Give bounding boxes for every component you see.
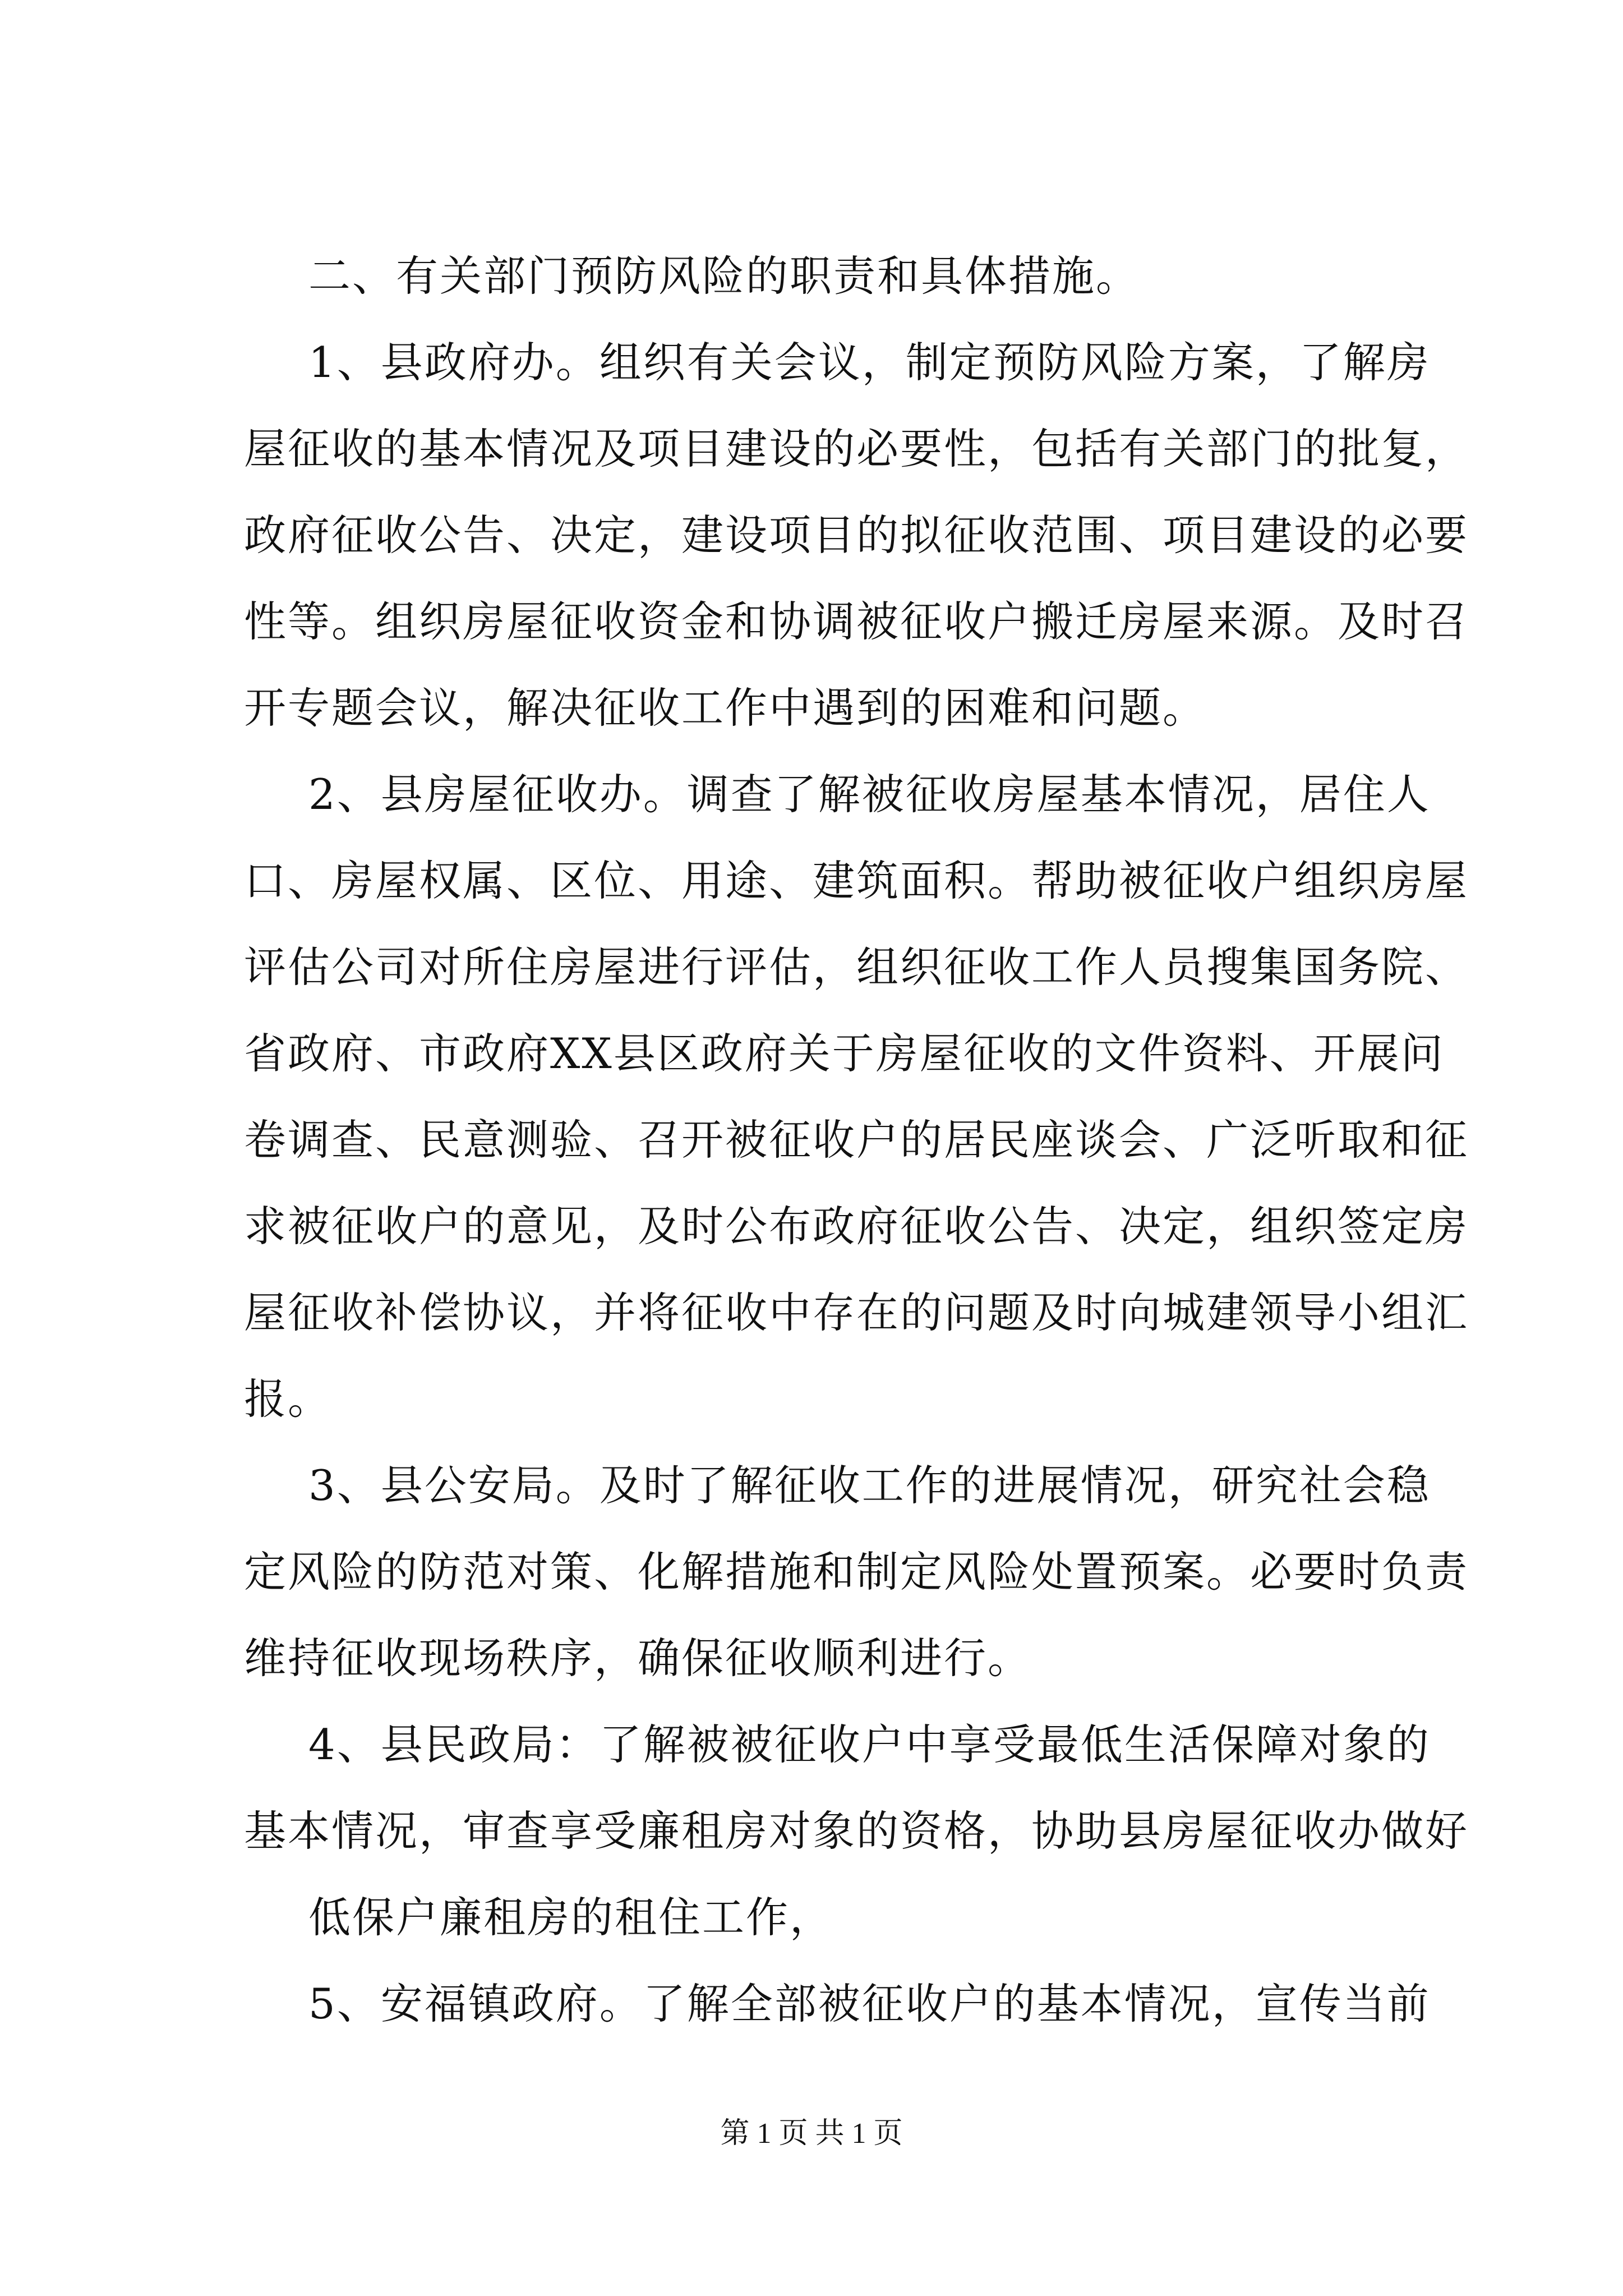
paragraph-line: 屋征收的基本情况及项目建设的必要性，包括有关部门的批复， bbox=[244, 424, 1469, 473]
paragraph-line: 1、县政府办。组织有关会议，制定预防风险方案，了解房 bbox=[308, 338, 1431, 387]
paragraph-line: 开专题会议，解决征收工作中遇到的困难和问题。 bbox=[244, 683, 1207, 733]
section-heading: 二、有关部门预防风险的职责和具体措施。 bbox=[308, 251, 1140, 301]
paragraph-line: 卷调查、民意测验、召开被征收户的居民座谈会、广泛听取和征 bbox=[244, 1115, 1469, 1165]
paragraph-line: 屋征收补偿协议，并将征收中存在的问题及时向城建领导小组汇 bbox=[244, 1288, 1469, 1337]
paragraph-line: 评估公司对所住房屋进行评估，组织征收工作人员搜集国务院、 bbox=[244, 942, 1469, 992]
paragraph-line: 基本情况，审查享受廉租房对象的资格，协助县房屋征收办做好 bbox=[244, 1806, 1469, 1856]
paragraph-line: 口、房屋权属、区位、用途、建筑面积。帮助被征收户组织房屋 bbox=[244, 856, 1469, 905]
paragraph-line: 求被征收户的意见，及时公布政府征收公告、决定，组织签定房 bbox=[244, 1202, 1469, 1251]
paragraph-line: 定风险的防范对策、化解措施和制定风险处置预案。必要时负责 bbox=[244, 1547, 1469, 1596]
page-number-footer: 第 1 页 共 1 页 bbox=[720, 2118, 903, 2150]
document-body bbox=[244, 251, 1469, 2069]
paragraph-line: 2、县房屋征收办。调查了解被征收房屋基本情况，居住人 bbox=[308, 770, 1431, 819]
paragraph-line: 低保户廉租房的租住工作， bbox=[308, 1893, 834, 1942]
paragraph-line: 4、县民政局：了解被被征收户中享受最低生活保障对象的 bbox=[308, 1720, 1431, 1769]
paragraph-line: 省政府、市政府XX县区政府关于房屋征收的文件资料、开展问 bbox=[244, 1029, 1445, 1078]
paragraph-line: 5、安福镇政府。了解全部被征收户的基本情况，宣传当前 bbox=[308, 1979, 1431, 2028]
paragraph-line: 3、县公安局。及时了解征收工作的进展情况，研究社会稳 bbox=[308, 1461, 1431, 1510]
paragraph-line: 维持征收现场秩序，确保征收顺利进行。 bbox=[244, 1634, 1032, 1683]
paragraph-line: 性等。组织房屋征收资金和协调被征收户搬迁房屋来源。及时召 bbox=[244, 597, 1469, 646]
paragraph-line: 报。 bbox=[244, 1374, 332, 1424]
paragraph-line: 政府征收公告、决定，建设项目的拟征收范围、项目建设的必要 bbox=[244, 510, 1469, 560]
